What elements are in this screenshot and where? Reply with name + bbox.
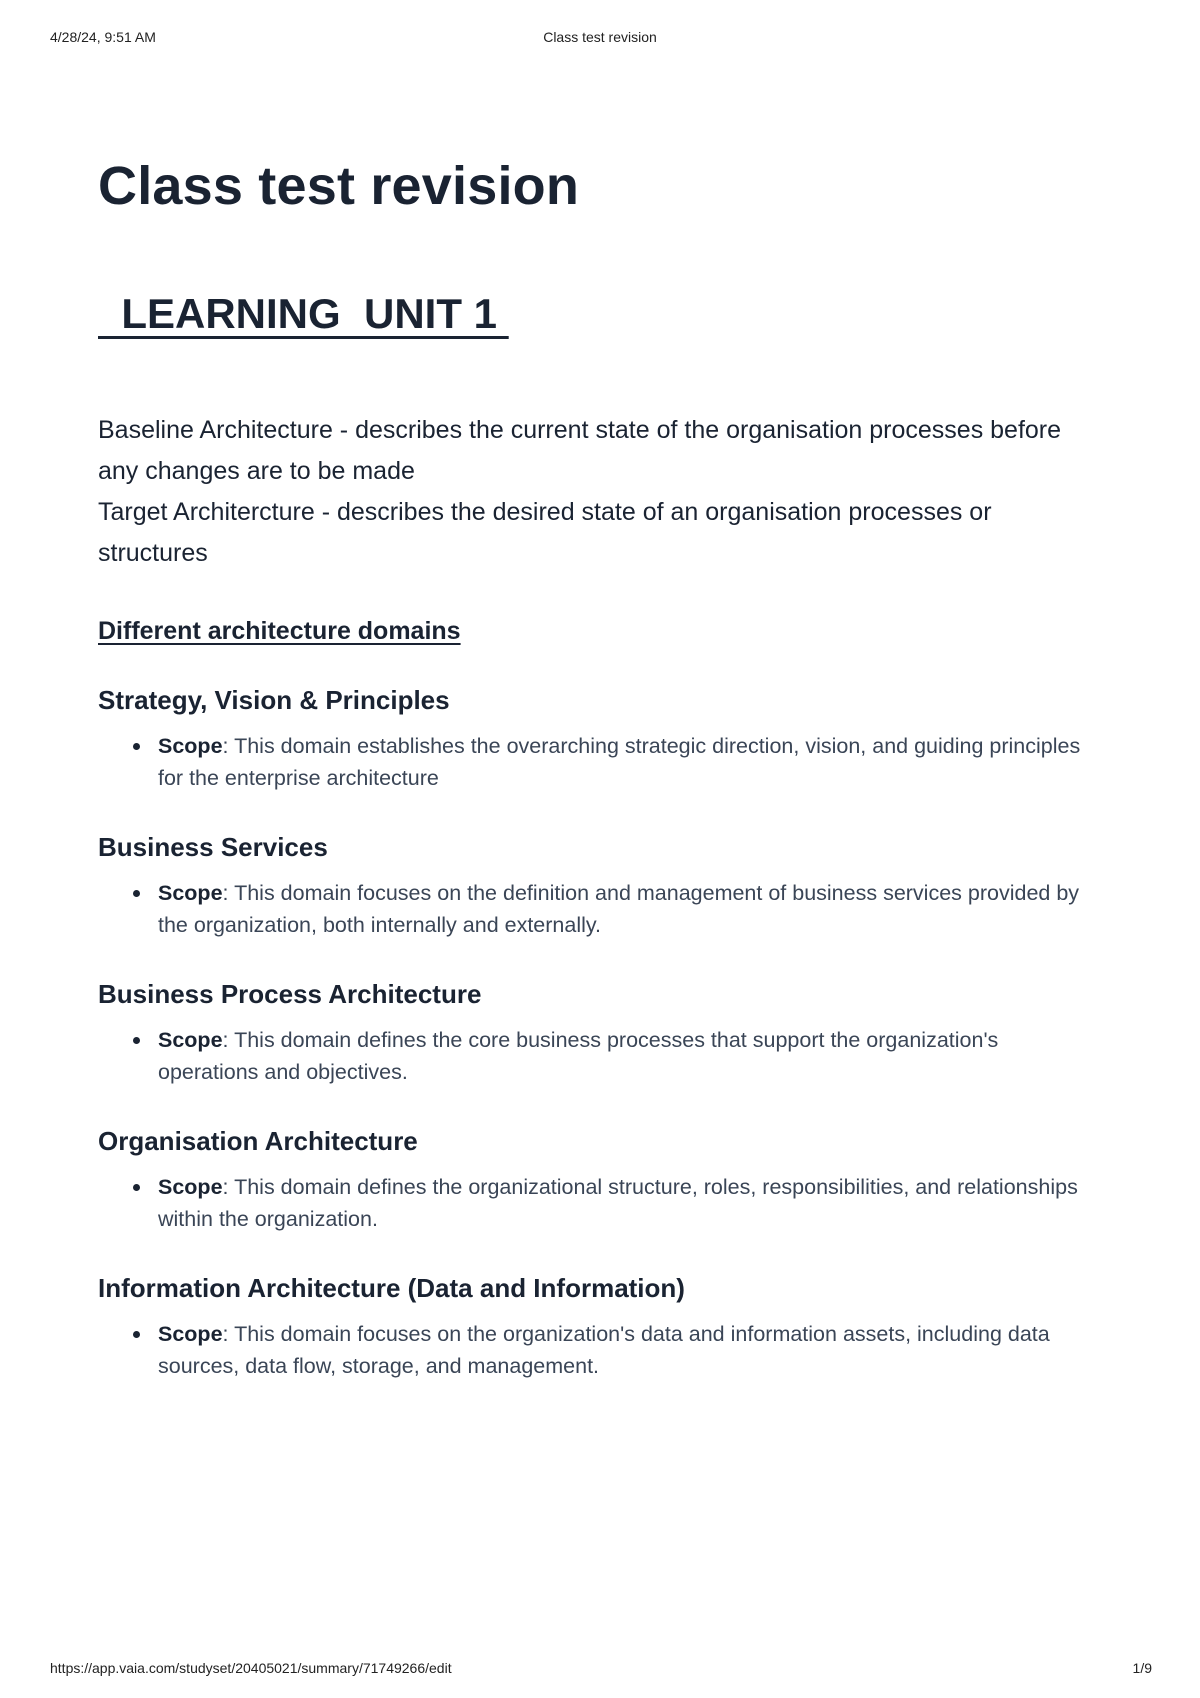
list-item [158,1318,1108,1382]
scope-label: Scope [158,1322,223,1346]
domain-section-business-process [98,976,1108,1088]
domain-heading: Strategy, Vision & Principles [98,685,450,715]
domain-list [98,877,1108,941]
domain-section-business-services [98,829,1108,941]
print-date: 4/28/24, 9:51 AM [50,29,156,45]
bullet-icon [133,1037,140,1044]
target-architecture-definition: Target Architercture - describes the desired state of an organisation processes or structures [98,498,992,567]
scope-text: : This domain establishes the overarching strategic direction, vision, and guiding principles for the enterprise architecture [158,734,1081,790]
page-title: Class test revision [98,156,580,216]
domain-section-strategy [98,682,1108,794]
bullet-icon [133,890,140,897]
scope-text: : This domain defines the organizational structure, roles, responsibilities, and relationships within the organization. [158,1175,1078,1231]
list-item [158,1171,1108,1235]
list-item [158,877,1108,941]
domain-section-information [98,1270,1108,1382]
list-item [158,730,1108,794]
domain-list [98,1024,1108,1088]
print-footer [0,1660,1200,1680]
scope-label: Scope [158,734,223,758]
bullet-icon [133,743,140,750]
domain-heading: Business Process Architecture [98,979,482,1009]
domain-heading: Organisation Architecture [98,1126,418,1156]
scope-text: : This domain focuses on the definition and management of business services provided by the organization, both internally and externally. [158,881,1080,937]
domain-list [98,730,1108,794]
list-item [158,1024,1108,1088]
scope-label: Scope [158,1028,223,1052]
document-content [98,150,1108,1382]
domains-heading: Different architecture domains [98,617,461,645]
print-header [0,29,1200,49]
baseline-architecture-definition: Baseline Architecture - describes the current state of the organisation processes before any changes are to be made [98,416,1062,485]
unit-heading: LEARNING UNIT 1 [98,290,509,337]
domain-heading: Information Architecture (Data and Information) [98,1273,685,1303]
domain-list [98,1171,1108,1235]
page-number: 1/9 [1132,1660,1152,1676]
scope-text: : This domain defines the core business processes that support the organization's operations and objectives. [158,1028,999,1084]
bullet-icon [133,1331,140,1338]
print-title: Class test revision [543,29,657,45]
scope-label: Scope [158,1175,223,1199]
domain-section-organisation [98,1123,1108,1235]
scope-label: Scope [158,881,223,905]
page-url: https://app.vaia.com/studyset/20405021/summary/71749266/edit [50,1660,452,1676]
intro-paragraphs [98,410,1108,574]
scope-text: : This domain focuses on the organization's data and information assets, including data sources, data flow, storage, and management. [158,1322,1050,1378]
domain-heading: Business Services [98,832,328,862]
bullet-icon [133,1184,140,1191]
domain-list [98,1318,1108,1382]
